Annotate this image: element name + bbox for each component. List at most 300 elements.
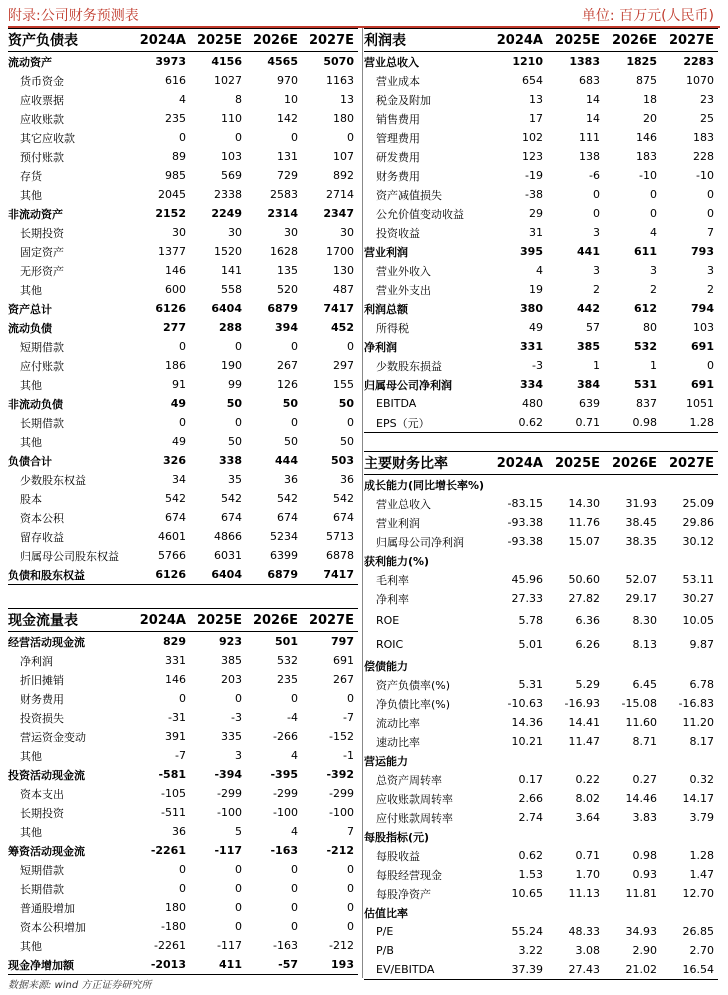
cell-value: 277 — [163, 321, 186, 334]
table-row — [8, 185, 358, 204]
cell-value — [661, 827, 718, 846]
cell-value: 503 — [331, 454, 354, 467]
row-label: 长期投资 — [20, 226, 64, 240]
cell-value: 4156 — [211, 55, 242, 68]
row-label: 普通股增加 — [20, 901, 75, 915]
cell-value: 1383 — [569, 55, 600, 68]
cell-value: 17 — [529, 112, 543, 125]
cell-value: 14.41 — [568, 716, 600, 729]
cell-value: 193 — [302, 955, 358, 975]
row-label: P/E — [376, 925, 394, 938]
cell-value: 4 — [291, 749, 298, 762]
row-label: 利润总额 — [364, 302, 408, 316]
row-label: 固定资产 — [20, 245, 64, 259]
table-row — [364, 632, 718, 656]
cell-value: 49 — [172, 435, 186, 448]
cell-value: 331 — [165, 654, 186, 667]
table-row — [364, 732, 718, 751]
row-label: 流动资产 — [8, 55, 52, 69]
cell-value: 691 — [691, 378, 714, 391]
row-label: 其他 — [20, 435, 42, 449]
cashflow-panel — [8, 608, 358, 975]
cell-value: 1163 — [326, 74, 354, 87]
table-row — [8, 841, 358, 860]
table-row — [8, 71, 358, 90]
cell-value: 2.74 — [518, 811, 543, 824]
financial-ratios-table — [364, 451, 718, 980]
cell-value: 27.33 — [511, 592, 543, 605]
table-row — [8, 879, 358, 898]
cell-value: 444 — [275, 454, 298, 467]
cell-value: 11.81 — [625, 887, 657, 900]
cashflow-table — [8, 608, 358, 975]
cell-value: 674 — [333, 511, 354, 524]
row-label: 预付账款 — [20, 150, 64, 164]
cell-value: 487 — [333, 283, 354, 296]
table-row — [8, 147, 358, 166]
cell-value: 50 — [284, 435, 298, 448]
cell-value: 6404 — [211, 302, 242, 315]
cell-value: -394 — [214, 768, 242, 781]
row-label: 速动比率 — [376, 735, 420, 749]
cell-value: 37.39 — [490, 960, 547, 980]
cell-value: 288 — [219, 321, 242, 334]
cell-value: 110 — [221, 112, 242, 125]
cell-value: -93.38 — [507, 516, 543, 529]
cell-value: 3.22 — [518, 944, 543, 957]
cell-value: 102 — [522, 131, 543, 144]
row-label: EPS（元） — [364, 413, 490, 433]
row-label: 留存收益 — [20, 530, 64, 544]
row-label: 归属母公司净利润 — [364, 378, 452, 392]
cell-value — [490, 475, 547, 495]
row-label: 净利润 — [20, 654, 53, 668]
cell-value: 8.30 — [632, 613, 657, 627]
appendix-title: 附录:公司财务预测表 — [8, 8, 139, 24]
cell-value — [490, 903, 547, 922]
cell-value: 126 — [277, 378, 298, 391]
cell-value — [490, 551, 547, 570]
cell-value — [661, 903, 718, 922]
table-row — [364, 570, 718, 589]
cell-value: 190 — [221, 359, 242, 372]
year-header: 2027E — [661, 29, 718, 52]
income-statement-table — [364, 28, 718, 433]
table-row — [364, 846, 718, 865]
table-row — [8, 204, 358, 223]
cell-value: 267 — [277, 359, 298, 372]
cell-value: 612 — [634, 302, 657, 315]
row-label: 其他 — [20, 749, 42, 763]
table-row — [8, 242, 358, 261]
table-row — [364, 494, 718, 513]
cell-value: 180 — [165, 901, 186, 914]
cell-value: -38 — [525, 188, 543, 201]
cell-value: 0 — [179, 416, 186, 429]
table-row — [8, 727, 358, 746]
year-header: 2026E — [246, 29, 302, 52]
table-row — [364, 90, 718, 109]
cell-value: 2347 — [323, 207, 354, 220]
table-row — [364, 475, 718, 495]
cell-value: 4866 — [214, 530, 242, 543]
row-label: P/B — [376, 944, 394, 957]
table-row — [8, 508, 358, 527]
table-row — [364, 109, 718, 128]
cell-value: 297 — [333, 359, 354, 372]
cell-value: 520 — [277, 283, 298, 296]
table-row — [364, 675, 718, 694]
table-row — [364, 751, 718, 770]
table-row — [8, 565, 358, 585]
cell-value: 8 — [235, 93, 242, 106]
row-label: 负债合计 — [8, 454, 52, 468]
cell-value: 16.54 — [661, 960, 718, 980]
cell-value: 7 — [347, 825, 354, 838]
cell-value: 1377 — [158, 245, 186, 258]
cell-value: 0.98 — [604, 413, 661, 433]
cell-value: 0 — [179, 882, 186, 895]
cell-value: 55.24 — [511, 925, 543, 938]
table-title: 资产负债表 — [8, 29, 134, 52]
row-label: 净利率 — [376, 592, 409, 606]
cell-value: 3.83 — [632, 811, 657, 824]
cell-value: 1 — [593, 359, 600, 372]
cell-value: 1051 — [686, 397, 714, 410]
table-row — [364, 299, 718, 318]
cell-value: -83.15 — [507, 497, 543, 510]
cell-value: 89 — [172, 150, 186, 163]
cell-value: 29 — [529, 207, 543, 220]
cell-value: -15.08 — [621, 697, 657, 710]
cell-value: 228 — [693, 150, 714, 163]
cell-value: 5.78 — [518, 613, 543, 627]
cell-value: 130 — [333, 264, 354, 277]
cell-value: 5.01 — [518, 637, 543, 651]
row-label: 货币资金 — [20, 74, 64, 88]
cell-value: 53.11 — [682, 573, 714, 586]
cell-value: 6404 — [190, 565, 246, 585]
cell-value: 0 — [235, 901, 242, 914]
cell-value: -100 — [329, 806, 354, 819]
row-label: 投资损失 — [20, 711, 64, 725]
cell-value: 186 — [165, 359, 186, 372]
cell-value: -105 — [161, 787, 186, 800]
cell-value: 0 — [291, 863, 298, 876]
cell-value: 2.66 — [518, 792, 543, 805]
cell-value: 380 — [520, 302, 543, 315]
cell-value: 793 — [691, 245, 714, 258]
cell-value: 99 — [228, 378, 242, 391]
row-label: 资本公积增加 — [20, 920, 86, 934]
cell-value: 25 — [700, 112, 714, 125]
cell-value: 0 — [235, 920, 242, 933]
cell-value: 569 — [221, 169, 242, 182]
row-label: 偿债能力 — [364, 659, 408, 673]
cell-value: -7 — [175, 749, 186, 762]
cell-value — [661, 751, 718, 770]
cell-value: 0 — [291, 882, 298, 895]
cell-value: 0.22 — [575, 773, 600, 786]
cell-value: 0 — [650, 207, 657, 220]
cell-value: 14.36 — [511, 716, 543, 729]
cell-value: 57 — [586, 321, 600, 334]
cell-value: 3 — [235, 749, 242, 762]
table-row — [364, 808, 718, 827]
cell-value: 183 — [693, 131, 714, 144]
row-label: 长期借款 — [20, 882, 64, 896]
cell-value: 0 — [291, 340, 298, 353]
cell-value: 10 — [284, 93, 298, 106]
cell-value: -93.38 — [507, 535, 543, 548]
table-row — [364, 280, 718, 299]
cell-value: 600 — [165, 283, 186, 296]
cell-value: 141 — [221, 264, 242, 277]
cell-value: -299 — [329, 787, 354, 800]
row-label: 流动负债 — [8, 321, 52, 335]
cell-value: 235 — [277, 673, 298, 686]
cell-value: 1070 — [686, 74, 714, 87]
row-label: 其他 — [20, 825, 42, 839]
cell-value: 0 — [291, 416, 298, 429]
table-row — [364, 52, 718, 72]
row-label: 每股净资产 — [376, 887, 431, 901]
cell-value: 395 — [520, 245, 543, 258]
table-row — [8, 280, 358, 299]
cell-value: 674 — [165, 511, 186, 524]
cell-value: 6878 — [326, 549, 354, 562]
row-label: 其他 — [20, 283, 42, 297]
data-source-note: 数据来源: wind 方正证券研究所 — [8, 980, 152, 991]
cell-value: 531 — [634, 378, 657, 391]
cell-value — [547, 827, 604, 846]
table-title: 现金流量表 — [8, 609, 134, 632]
cell-value: -10.63 — [507, 697, 543, 710]
cell-value: 0 — [347, 882, 354, 895]
cell-value: 6.36 — [575, 613, 600, 627]
cell-value: -212 — [326, 844, 354, 857]
cell-value: 14.46 — [625, 792, 657, 805]
table-row — [364, 884, 718, 903]
table-row — [8, 917, 358, 936]
cell-value: 0 — [235, 340, 242, 353]
cell-value: 142 — [277, 112, 298, 125]
cell-value: 7417 — [302, 565, 358, 585]
cell-value: 48.33 — [568, 925, 600, 938]
cell-value: 10.05 — [682, 613, 714, 627]
cell-value: 50.60 — [568, 573, 600, 586]
cell-value: 384 — [577, 378, 600, 391]
table-row — [8, 936, 358, 955]
cell-value: 729 — [277, 169, 298, 182]
cell-value: 0 — [235, 863, 242, 876]
table-row — [8, 955, 358, 975]
cell-value: 542 — [165, 492, 186, 505]
cell-value: 5070 — [323, 55, 354, 68]
cell-value: 411 — [190, 955, 246, 975]
cell-value: 14 — [586, 112, 600, 125]
ratios-panel — [364, 451, 718, 980]
cell-value: 0.98 — [632, 849, 657, 862]
table-row — [8, 651, 358, 670]
row-label: EBITDA — [376, 397, 417, 410]
cell-value: 180 — [333, 112, 354, 125]
cell-value: 616 — [165, 74, 186, 87]
cell-value — [547, 751, 604, 770]
cell-value: 0 — [347, 416, 354, 429]
cell-value: 5713 — [326, 530, 354, 543]
table-row — [364, 941, 718, 960]
cell-value: 0 — [347, 863, 354, 876]
cell-value: 0.17 — [518, 773, 543, 786]
cell-value: 11.60 — [625, 716, 657, 729]
cell-value: 0 — [347, 901, 354, 914]
cell-value: 203 — [221, 673, 242, 686]
cell-value: 0 — [235, 131, 242, 144]
cell-value: 683 — [579, 74, 600, 87]
row-label: 其他 — [20, 378, 42, 392]
cell-value: 0 — [235, 882, 242, 895]
year-header: 2026E — [604, 452, 661, 475]
cell-value: 18 — [643, 93, 657, 106]
cell-value: 3.08 — [575, 944, 600, 957]
table-header-row — [364, 452, 718, 475]
table-row — [364, 128, 718, 147]
cell-value: 394 — [275, 321, 298, 334]
row-label: 非流动资产 — [8, 207, 63, 221]
cell-value: 875 — [636, 74, 657, 87]
cell-value: -4 — [287, 711, 298, 724]
cell-value: 6126 — [134, 565, 190, 585]
cell-value: 107 — [333, 150, 354, 163]
cell-value: 30 — [228, 226, 242, 239]
cell-value: 0 — [291, 692, 298, 705]
table-row — [364, 394, 718, 413]
cell-value: 542 — [277, 492, 298, 505]
cell-value: 50 — [340, 435, 354, 448]
table-row — [8, 413, 358, 432]
row-label: 归属母公司股东权益 — [20, 549, 119, 563]
row-label: 其他 — [20, 188, 42, 202]
table-row — [364, 71, 718, 90]
cell-value: 30.27 — [682, 592, 714, 605]
row-label: 长期投资 — [20, 806, 64, 820]
cell-value: 452 — [331, 321, 354, 334]
cell-value: 674 — [221, 511, 242, 524]
cell-value: -395 — [270, 768, 298, 781]
cell-value: 4 — [291, 825, 298, 838]
cell-value: 138 — [579, 150, 600, 163]
year-header: 2027E — [302, 609, 358, 632]
row-label: 营运能力 — [364, 754, 408, 768]
cell-value: 970 — [277, 74, 298, 87]
year-header: 2025E — [190, 609, 246, 632]
cell-value: 3 — [593, 226, 600, 239]
cell-value: 2338 — [214, 188, 242, 201]
table-row — [364, 713, 718, 732]
cell-value: -3 — [231, 711, 242, 724]
cell-value: 1.53 — [518, 868, 543, 881]
row-label: 营运资金变动 — [20, 730, 86, 744]
row-label: 应付账款周转率 — [376, 811, 453, 825]
cell-value: 23 — [700, 93, 714, 106]
cell-value: 3 — [593, 264, 600, 277]
cell-value: 183 — [636, 150, 657, 163]
row-label: 净负债比率(%) — [376, 697, 451, 711]
table-row — [8, 432, 358, 451]
cell-value: 6879 — [246, 565, 302, 585]
table-row — [8, 746, 358, 765]
cell-value: 5766 — [158, 549, 186, 562]
cell-value: 12.70 — [682, 887, 714, 900]
cell-value: 8.13 — [632, 637, 657, 651]
cell-value: 5.31 — [518, 678, 543, 691]
cell-value: -7 — [343, 711, 354, 724]
column-divider — [362, 28, 363, 978]
cell-value: -10 — [696, 169, 714, 182]
cell-value: 21.02 — [604, 960, 661, 980]
cell-value: 4 — [536, 264, 543, 277]
cell-value: 2249 — [211, 207, 242, 220]
cell-value: 131 — [277, 150, 298, 163]
row-label: ROIC — [376, 637, 404, 651]
table-row — [364, 147, 718, 166]
cell-value: 542 — [333, 492, 354, 505]
cell-value: 391 — [165, 730, 186, 743]
cell-value: 6.45 — [632, 678, 657, 691]
row-label: 所得税 — [376, 321, 409, 335]
year-header: 2025E — [190, 29, 246, 52]
year-header: 2027E — [302, 29, 358, 52]
table-row — [364, 827, 718, 846]
cell-value: 235 — [165, 112, 186, 125]
cell-value — [604, 827, 661, 846]
cell-value: -180 — [161, 920, 186, 933]
row-label: 其他 — [20, 939, 42, 953]
cell-value: 26.85 — [682, 925, 714, 938]
table-row — [364, 960, 718, 980]
table-row — [364, 608, 718, 632]
table-row — [364, 789, 718, 808]
cell-value: 532 — [634, 340, 657, 353]
cell-value: -163 — [273, 939, 298, 952]
cell-value: 34 — [172, 473, 186, 486]
cell-value: 0 — [347, 920, 354, 933]
row-label: 应收票据 — [20, 93, 64, 107]
row-label: 每股指标(元) — [364, 830, 430, 844]
cell-value — [661, 656, 718, 675]
cell-value — [604, 903, 661, 922]
cell-value: 111 — [579, 131, 600, 144]
cell-value: 837 — [636, 397, 657, 410]
table-row — [8, 356, 358, 375]
table-row — [8, 898, 358, 917]
row-label: 资产总计 — [8, 302, 52, 316]
table-row — [8, 527, 358, 546]
row-label: 估值比率 — [364, 906, 408, 920]
cell-value: -511 — [161, 806, 186, 819]
cell-value: 13 — [529, 93, 543, 106]
table-row — [8, 52, 358, 72]
cell-value: 691 — [691, 340, 714, 353]
cell-value: 7417 — [323, 302, 354, 315]
cell-value: 0 — [179, 863, 186, 876]
row-label: 总资产周转率 — [376, 773, 442, 787]
cell-value: 0 — [650, 188, 657, 201]
year-header: 2025E — [547, 29, 604, 52]
cell-value: 611 — [634, 245, 657, 258]
row-label: 应收账款 — [20, 112, 64, 126]
